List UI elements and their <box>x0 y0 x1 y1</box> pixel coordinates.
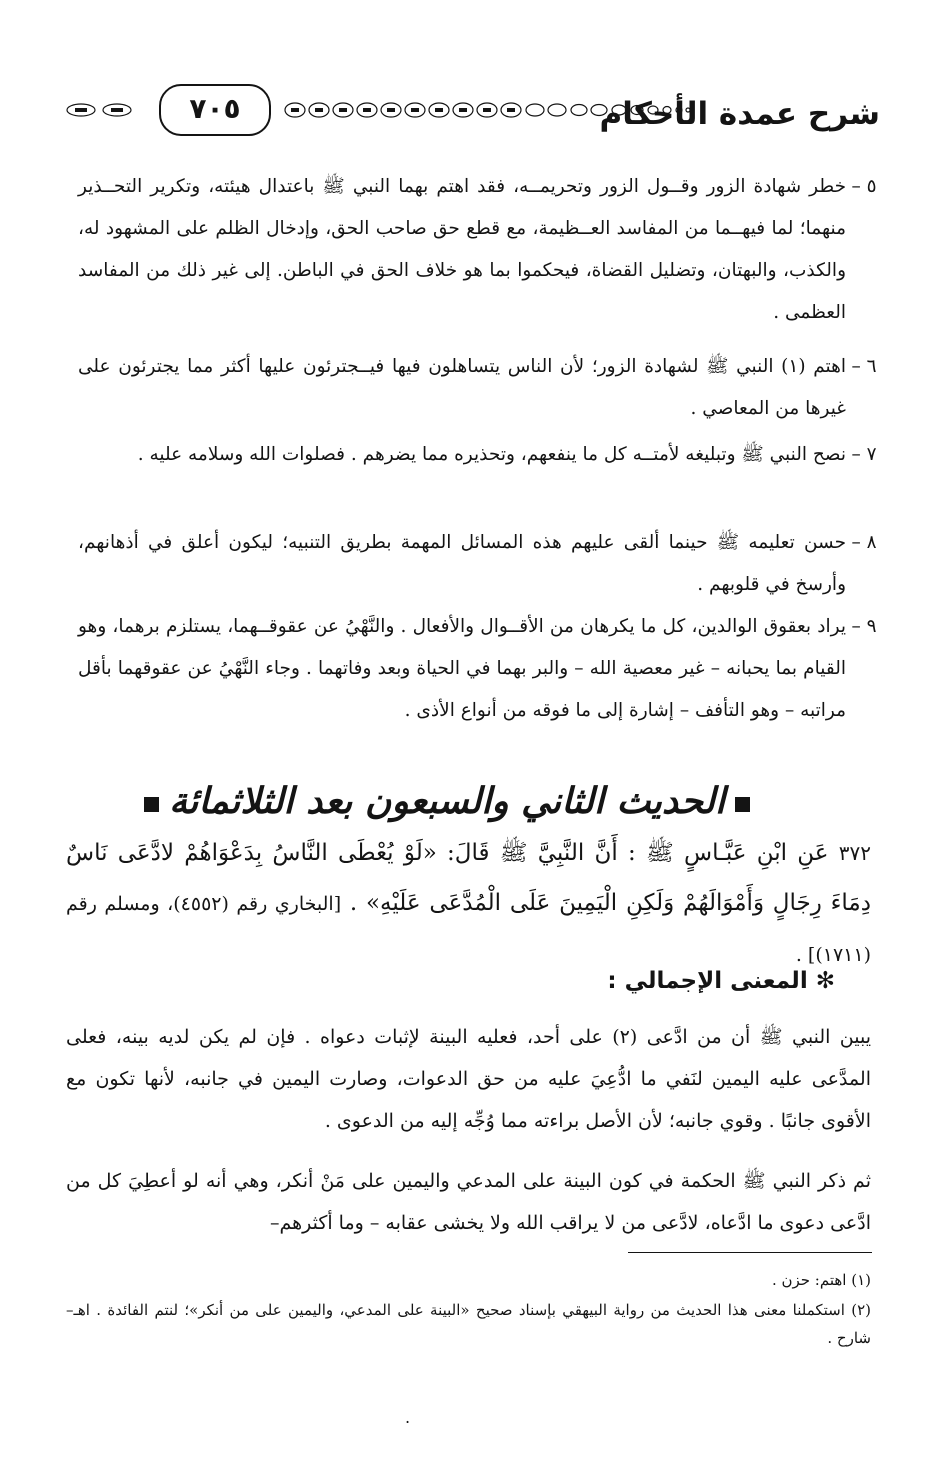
list-item <box>78 166 877 334</box>
square-bullet-icon <box>144 797 159 812</box>
item-text: اهتم (١) النبي ﷺ لشهادة الزور؛ لأن الناس يتساهلون فيها فيــجترئون عليها أكثر مما يجترئون على غيرها من المعاصي . <box>78 356 847 419</box>
item-number: ٨ – <box>851 532 877 553</box>
hadith-text: عَنِ ابْنِ عَبَّـاسٍ ﷺ : أَنَّ النَّبِيَّ ﷺ قَالَ: «لَوْ يُعْطَى النَّاسُ بِدَعْوَاهُمْ لادَّعَى نَاسٌ دِمَاءَ رِجَالٍ وَأَمْوَالَهُمْ وَلَكِنِ الْيَمِينَ عَلَى الْمُدَّعَى عَلَيْهِ» . <box>66 840 871 916</box>
page-number: ٧٠٥ <box>159 84 271 136</box>
subheading-text: المعنى الإجمالي : <box>607 968 808 994</box>
item-text: حسن تعليمه ﷺ حينما ألقى عليهم هذه المسائل المهمة بطريق التنبيه؛ ليكون أعلق في أذهانهم، وأرسخ في قلوبهم . <box>78 532 846 595</box>
list-item <box>78 346 877 430</box>
item-text: نصح النبي ﷺ وتبليغه لأمتــه كل ما ينفعهم، وتحذيره مما يضرهم . فصلوات الله وسلامه عليه . <box>137 444 846 465</box>
list-item <box>78 522 877 606</box>
item-number: ٥ – <box>851 176 877 197</box>
footnote: (١) اهتم: حزن . <box>771 1271 871 1289</box>
book-title: شرح عمدة الأحكام <box>599 96 880 132</box>
list-item <box>78 434 877 476</box>
hadith-text-block <box>66 828 871 980</box>
subheading <box>607 968 835 994</box>
paragraph: ثم ذكر النبي ﷺ الحكمة في كون البينة على المدعي واليمين على مَنْ أنكر، وهي أنه لو أعطِيَ كل من ادَّعى دعوى ما ادَّعاه، لادَّعى من لا يراقب الله ولا يخشى عقابه – وما أكثرهم– <box>66 1170 871 1234</box>
item-text: يراد بعقوق الوالدين، كل ما يكرهان من الأقــوال والأفعال . والنَّهْيُ عن عقوقــهما، يستلزم برهما، وهو القيام بما يحبانه – غير معصية الله – والبر بهما في الحياة وبعد وفاتهما . وجاء النَّهْيُ عن عقوقهما بأقل مراتبه – وهو التأفف – إشارة إلى ما فوقه من أنواع الأذى . <box>78 616 846 721</box>
page-mark: . <box>405 1408 411 1427</box>
item-number: ٦ – <box>851 356 877 377</box>
section-heading-text: الحديث الثاني والسبعون بعد الثلاثمائة <box>169 780 725 822</box>
ornament-border-icon <box>65 102 139 118</box>
ornament-border-icon <box>283 100 693 120</box>
item-number: ٧ – <box>851 444 877 465</box>
footnote-divider <box>628 1252 872 1253</box>
section-heading <box>169 780 760 822</box>
hadith-source: [البخاري رقم (٤٥٥٢)، ومسلم رقم (١٧١١)] . <box>66 893 871 966</box>
footnote: (٢) استكملنا معنى هذا الحديث من رواية البيهقي بإسناد صحيح «البينة على المدعي، واليمين على من أنكر»؛ لنتم الفائدة . اهـ– شارح . <box>66 1301 871 1347</box>
square-bullet-icon <box>735 797 750 812</box>
asterisk-icon: ✻ <box>815 968 835 994</box>
page-header <box>55 82 880 146</box>
item-number: ٩ – <box>851 616 877 637</box>
hadith-number: ٣٧٢ <box>838 841 871 865</box>
paragraph: يبين النبي ﷺ أن من ادَّعى (٢) على أحد، فعليه البينة لإثبات دعواه . فإن لم يكن لديه بينه، فعلى المدَّعى عليه اليمين لنَفي ما ادُّعِيَ عليه من حق الدعوات، وصارت اليمين في جانبه، لأنها تكون مع الأقوى جانبًا . وقوي جانبه؛ لأن الأصل براءته مما وُجِّه إليه من الدعوى . <box>66 1026 871 1132</box>
list-item <box>78 606 877 732</box>
item-text: خطر شهادة الزور وقــول الزور وتحريمــه، فقد اهتم بهما النبي ﷺ باعتدال هيئته، وتكرير التحــذير منهما؛ لما فيهــما من المفاسد العــظيمة، مع قطع حق صاحب الحق، وإدخال الظلم على المشهود له، والكذب، والبهتان، وتضليل القضاة، فيحكموا بما هو خلاف الحق في الباطن. إلى غير ذلك من المفاسد العظمى . <box>78 176 846 323</box>
